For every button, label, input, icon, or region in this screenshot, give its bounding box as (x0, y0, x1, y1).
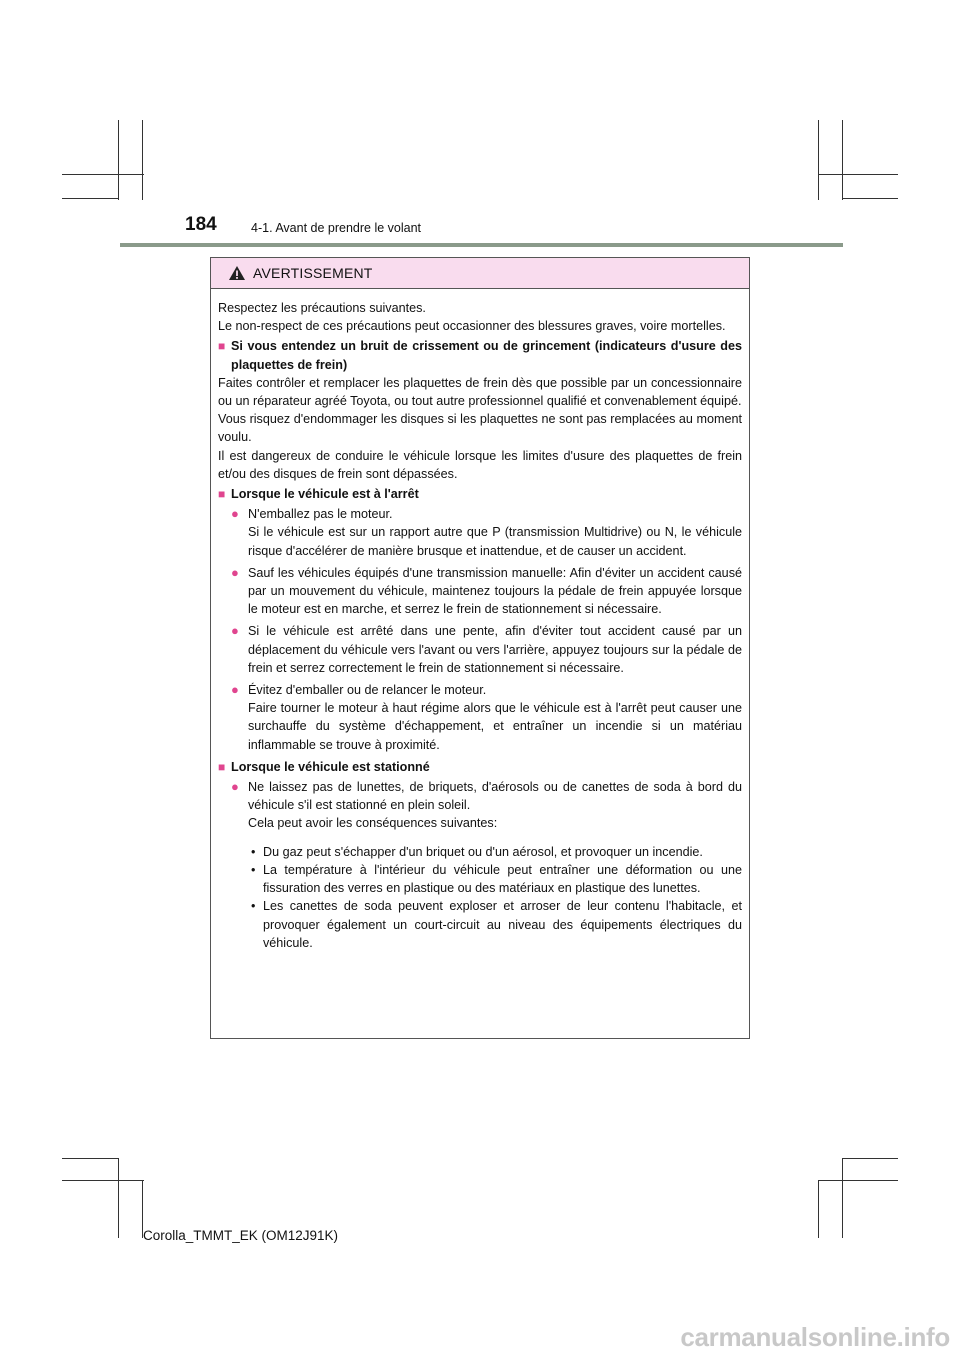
watermark: carmanualsonline.info (680, 1322, 950, 1352)
crop-mark (818, 1180, 819, 1238)
warning-triangle-icon (228, 265, 246, 281)
crop-mark (842, 120, 843, 200)
list-item: ● Ne laissez pas de lunettes, de briquets, d'aérosols ou de canettes de soda à bord du véhicule s'il est stationné en plein soleil. Cela peut avoir les conséquences suivantes: (231, 778, 742, 839)
paragraph: Vous risquez d'endommager les disques si les plaquettes ne sont pas remplacées au moment voulu. (218, 412, 742, 445)
crop-mark (118, 120, 119, 200)
section-heading: ■ Si vous entendez un bruit de crissement ou de grincement (indicateurs d'usure des plaquettes de frein) (218, 337, 742, 373)
crop-mark (62, 198, 118, 199)
square-bullet-icon: ■ (218, 487, 226, 502)
list-item: ● N'emballez pas le moteur. Si le véhicule est sur un rapport autre que P (transmission Multidrive) ou N, le véhicule risque d'accélérer de manière brusque et inattendue, et de causer un accident. (231, 505, 742, 560)
round-bullet-icon: ● (231, 564, 239, 580)
small-bullet-icon: • (251, 862, 256, 877)
crop-mark (818, 120, 819, 200)
paragraph: Faites contrôler et remplacer les plaquettes de frein dès que possible par un concessionnaire ou un réparateur agréé Toyota, ou tout autre professionnel qualifié et convenablement équipé. (218, 375, 742, 409)
small-bullet-icon: • (251, 899, 256, 914)
sub-list-item: • La température à l'intérieur du véhicule peut entraîner une déformation ou une fissuration des verres en plastique ou des matériaux en plastique des lunettes. (248, 861, 742, 897)
crop-mark (118, 1158, 119, 1238)
list-item: ● Évitez d'emballer ou de relancer le moteur. Faire tourner le moteur à haut régime alors que le véhicule est à l'arrêt peut causer une surchauffe du système d'échappement, et entraîner un incendie si un matériau inflammable se trouve à proximité. (231, 681, 742, 754)
warning-body (211, 289, 749, 952)
round-bullet-icon: ● (231, 682, 239, 698)
warning-header (211, 258, 749, 289)
crop-mark (818, 1180, 898, 1181)
round-bullet-icon: ● (231, 779, 239, 795)
section-heading: ■ Lorsque le véhicule est stationné (218, 758, 742, 776)
square-bullet-icon: ■ (218, 339, 226, 354)
sub-list-item: • Du gaz peut s'échapper d'un briquet ou d'un aérosol, et provoquer un incendie. (248, 843, 742, 861)
crop-mark (842, 198, 898, 199)
crop-mark (62, 174, 144, 175)
crop-mark (842, 1158, 843, 1238)
section-heading: ■ Lorsque le véhicule est à l'arrêt (218, 485, 742, 503)
warning-title: AVERTISSEMENT (253, 265, 373, 281)
small-bullet-icon: • (251, 844, 256, 859)
warning-box (210, 257, 750, 1039)
crop-mark (62, 1180, 144, 1181)
round-bullet-icon: ● (231, 623, 239, 639)
header-rule (120, 243, 843, 247)
sub-list-item: • Les canettes de soda peuvent exploser et arroser de leur contenu l'habitacle, et provoquer également un court-circuit au niveau des équipements électriques du véhicule. (248, 897, 742, 952)
crop-mark (818, 174, 898, 175)
intro-line: Le non-respect de ces précautions peut occasionner des blessures graves, voire mortelles. (218, 319, 726, 334)
section-title: 4-1. Avant de prendre le volant (251, 221, 422, 235)
intro-line: Respectez les précautions suivantes. (218, 301, 426, 315)
crop-mark (62, 1158, 118, 1159)
crop-mark (842, 1158, 898, 1159)
document-id: Corolla_TMMT_EK (OM12J91K) (143, 1228, 339, 1243)
list-item: ● Si le véhicule est arrêté dans une pente, afin d'éviter tout accident causé par un déplacement du véhicule vers l'avant ou vers l'arrière, appuyez toujours sur la pédale de frein et serrez correctement le frein de stationnement si nécessaire. (231, 622, 742, 677)
square-bullet-icon: ■ (218, 759, 226, 774)
crop-mark (142, 120, 143, 200)
round-bullet-icon: ● (231, 506, 239, 522)
list-item: ● Sauf les véhicules équipés d'une transmission manuelle: Afin d'éviter un accident causé par un mouvement du véhicule, maintenez toujours la pédale de frein appuyée lorsque le moteur est en marche, et serrez le frein de stationnement si nécessaire. (231, 564, 742, 619)
paragraph: Il est dangereux de conduire le véhicule lorsque les limites d'usure des plaquettes de frein et/ou des disques de frein sont dépassées. (218, 448, 742, 481)
page-number: 184 (185, 214, 217, 235)
